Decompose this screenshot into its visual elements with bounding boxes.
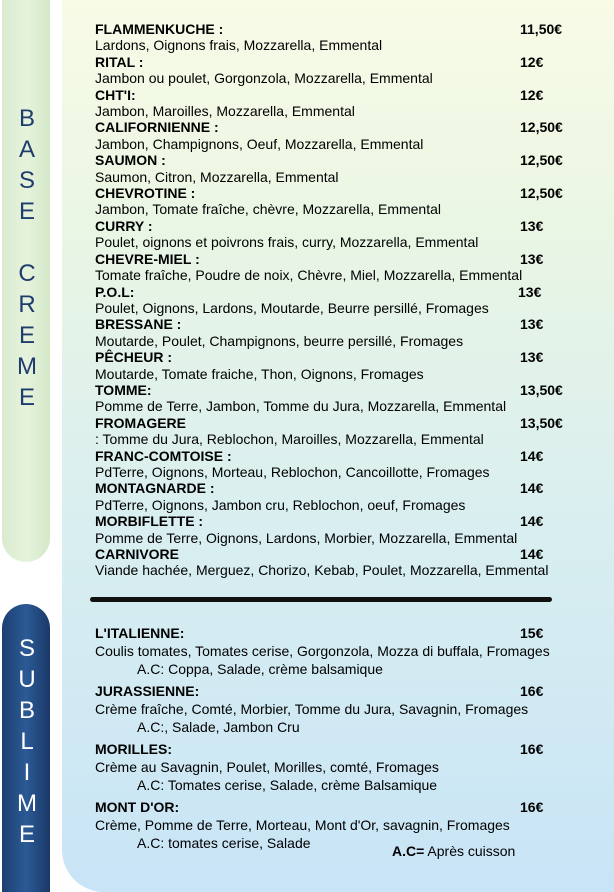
- item-price: 13€: [520, 250, 544, 267]
- menu-item: [95, 480, 600, 513]
- vertical-letter: B: [18, 697, 35, 724]
- footer-abbr: A.C=: [392, 843, 425, 859]
- menu-item: [95, 316, 600, 349]
- vertical-letter: E: [18, 384, 35, 411]
- item-name: MONTAGNARDE :: [95, 480, 215, 497]
- item-name: SAUMON :: [95, 152, 166, 169]
- item-description: Pomme de Terre, Jambon, Tomme du Jura, Mozzarella, Emmental: [95, 398, 507, 415]
- item-description: : Tomme du Jura, Reblochon, Maroilles, Mozzarella, Emmental: [95, 431, 484, 448]
- item-price: 16€: [520, 683, 544, 699]
- item-description: Jambon, Champignons, Oeuf, Mozzarella, Emmental: [95, 135, 424, 152]
- vertical-letter: L: [20, 728, 34, 755]
- item-name: FLAMMENKUCHE :: [95, 21, 224, 37]
- item-name: JURASSIENNE:: [95, 683, 200, 699]
- item-name: BRESSANE :: [95, 316, 182, 333]
- item-name: CALIFORNIENNE :: [95, 119, 219, 136]
- item-price: 12€: [520, 86, 544, 103]
- item-name: MORBIFLETTE :: [95, 513, 204, 530]
- vertical-letter: S: [18, 167, 35, 194]
- item-name: TOMME:: [95, 381, 152, 398]
- item-name: L'ITALIENNE:: [95, 625, 185, 641]
- vertical-letter: I: [23, 759, 31, 786]
- item-description: Poulet, oignons et poivrons frais, curry, Mozzarella, Emmental: [95, 234, 479, 251]
- item-price: 14€: [520, 480, 544, 497]
- item-name: MONT D'OR:: [95, 799, 180, 815]
- menu-item: [95, 152, 600, 185]
- item-price: 13€: [520, 316, 544, 333]
- vertical-letter: M: [17, 790, 37, 817]
- item-description: Crème au Savagnin, Poulet, Morilles, comté, Fromages: [95, 759, 439, 775]
- item-price: 13,50€: [520, 381, 563, 398]
- sublime-item: [95, 624, 600, 678]
- menu-item: [95, 284, 600, 317]
- sublime-item: [95, 740, 600, 794]
- menu-item: [95, 21, 600, 54]
- item-description: Moutarde, Poulet, Champignons, beurre persillé, Fromages: [95, 332, 464, 349]
- vertical-letter: B: [18, 105, 35, 132]
- item-price: 12,50€: [520, 119, 563, 136]
- footer-meaning: Après cuisson: [424, 843, 516, 859]
- menu-item: [95, 448, 600, 481]
- item-name: P.O.L:: [95, 283, 135, 300]
- base-creme-vertical-label: [0, 103, 54, 413]
- section-divider: [90, 597, 552, 602]
- sublime-menu: [95, 624, 600, 856]
- item-name: RITAL :: [95, 53, 144, 70]
- vertical-letter: E: [18, 821, 35, 848]
- item-name: CURRY :: [95, 217, 153, 234]
- vertical-letter: [0, 227, 54, 258]
- vertical-letter: A: [18, 136, 35, 163]
- vertical-letter: U: [18, 666, 36, 693]
- item-price: 14€: [520, 546, 544, 562]
- menu-item: [95, 513, 600, 546]
- item-description: Moutarde, Tomate fraiche, Thon, Oignons, Fromages: [95, 365, 424, 382]
- item-price: 16€: [520, 799, 544, 815]
- footer-note: [392, 843, 515, 859]
- item-after-cooking: A.C: tomates cerise, Salade: [137, 835, 311, 851]
- item-name: CHEVRE-MIEL :: [95, 250, 200, 267]
- vertical-letter: C: [18, 260, 36, 287]
- menu-item: [95, 185, 600, 218]
- item-price: 13€: [520, 217, 544, 234]
- item-price: 14€: [520, 447, 544, 464]
- item-name: PÊCHEUR :: [95, 349, 173, 366]
- vertical-letter: E: [18, 322, 35, 349]
- item-description: Pomme de Terre, Oignons, Lardons, Morbier, Mozzarella, Emmental: [95, 529, 518, 546]
- menu-item: [95, 251, 600, 284]
- item-price: 13,50€: [520, 414, 563, 431]
- item-name: CHT'I:: [95, 86, 136, 103]
- menu-item: [95, 218, 600, 251]
- item-description: Coulis tomates, Tomates cerise, Gorgonzola, Mozza di buffala, Fromages: [95, 643, 550, 659]
- menu-item: [95, 546, 600, 579]
- item-description: Jambon, Maroilles, Mozzarella, Emmental: [95, 103, 355, 120]
- item-name: CHEVROTINE :: [95, 185, 196, 202]
- item-description: Viande hachée, Merguez, Chorizo, Kebab, Poulet, Mozzarella, Emmental: [95, 562, 549, 579]
- vertical-letter: R: [18, 291, 36, 318]
- item-price: 16€: [520, 741, 544, 757]
- base-creme-menu: [95, 21, 600, 579]
- item-price: 12€: [520, 53, 544, 70]
- item-description: Saumon, Citron, Mozzarella, Emmental: [95, 168, 339, 185]
- item-after-cooking: A.C: Coppa, Salade, crème balsamique: [137, 661, 383, 677]
- menu-item: [95, 54, 600, 87]
- item-description: Lardons, Oignons frais, Mozzarella, Emmental: [95, 37, 383, 54]
- item-name: CARNIVORE: [95, 546, 180, 562]
- item-description: Poulet, Oignons, Lardons, Moutarde, Beurre persillé, Fromages: [95, 299, 489, 316]
- item-after-cooking: A.C: Tomates cerise, Salade, crème Balsamique: [137, 777, 438, 793]
- item-price: 13€: [520, 349, 544, 366]
- sublime-vertical-label: [0, 633, 54, 850]
- menu-item: [95, 119, 600, 152]
- menu-item: [95, 415, 600, 448]
- item-price: 12,50€: [520, 152, 563, 169]
- item-name: MORILLES:: [95, 741, 172, 757]
- menu-item: [95, 349, 600, 382]
- item-description: PdTerre, Oignons, Morteau, Reblochon, Cancoillotte, Fromages: [95, 463, 490, 480]
- vertical-letter: E: [18, 198, 35, 225]
- item-description: PdTerre, Oignons, Jambon cru, Reblochon, oeuf, Fromages: [95, 496, 466, 513]
- item-name: FROMAGERE: [95, 414, 186, 431]
- item-description: Crème, Pomme de Terre, Morteau, Mont d'Or, savagnin, Fromages: [95, 817, 510, 833]
- item-after-cooking: A.C:, Salade, Jambon Cru: [137, 719, 300, 735]
- vertical-letter: M: [17, 353, 37, 380]
- item-description: Jambon, Tomate fraîche, chèvre, Mozzarella, Emmental: [95, 201, 442, 218]
- item-description: Tomate fraîche, Poudre de noix, Chèvre, Miel, Mozzarella, Emmental: [95, 267, 523, 284]
- vertical-letter: S: [18, 635, 35, 662]
- sublime-item: [95, 798, 600, 852]
- item-price: 13€: [518, 283, 542, 300]
- menu-item: [95, 382, 600, 415]
- item-description: Crème fraîche, Comté, Morbier, Tomme du Jura, Savagnin, Fromages: [95, 701, 529, 717]
- item-price: 15€: [520, 625, 544, 641]
- sublime-item: [95, 682, 600, 736]
- item-price: 14€: [520, 513, 544, 530]
- item-name: FRANC-COMTOISE :: [95, 447, 232, 464]
- item-price: 11,50€: [520, 21, 563, 37]
- item-description: Jambon ou poulet, Gorgonzola, Mozzarella, Emmental: [95, 70, 433, 87]
- item-price: 12,50€: [520, 185, 563, 202]
- menu-item: [95, 87, 600, 120]
